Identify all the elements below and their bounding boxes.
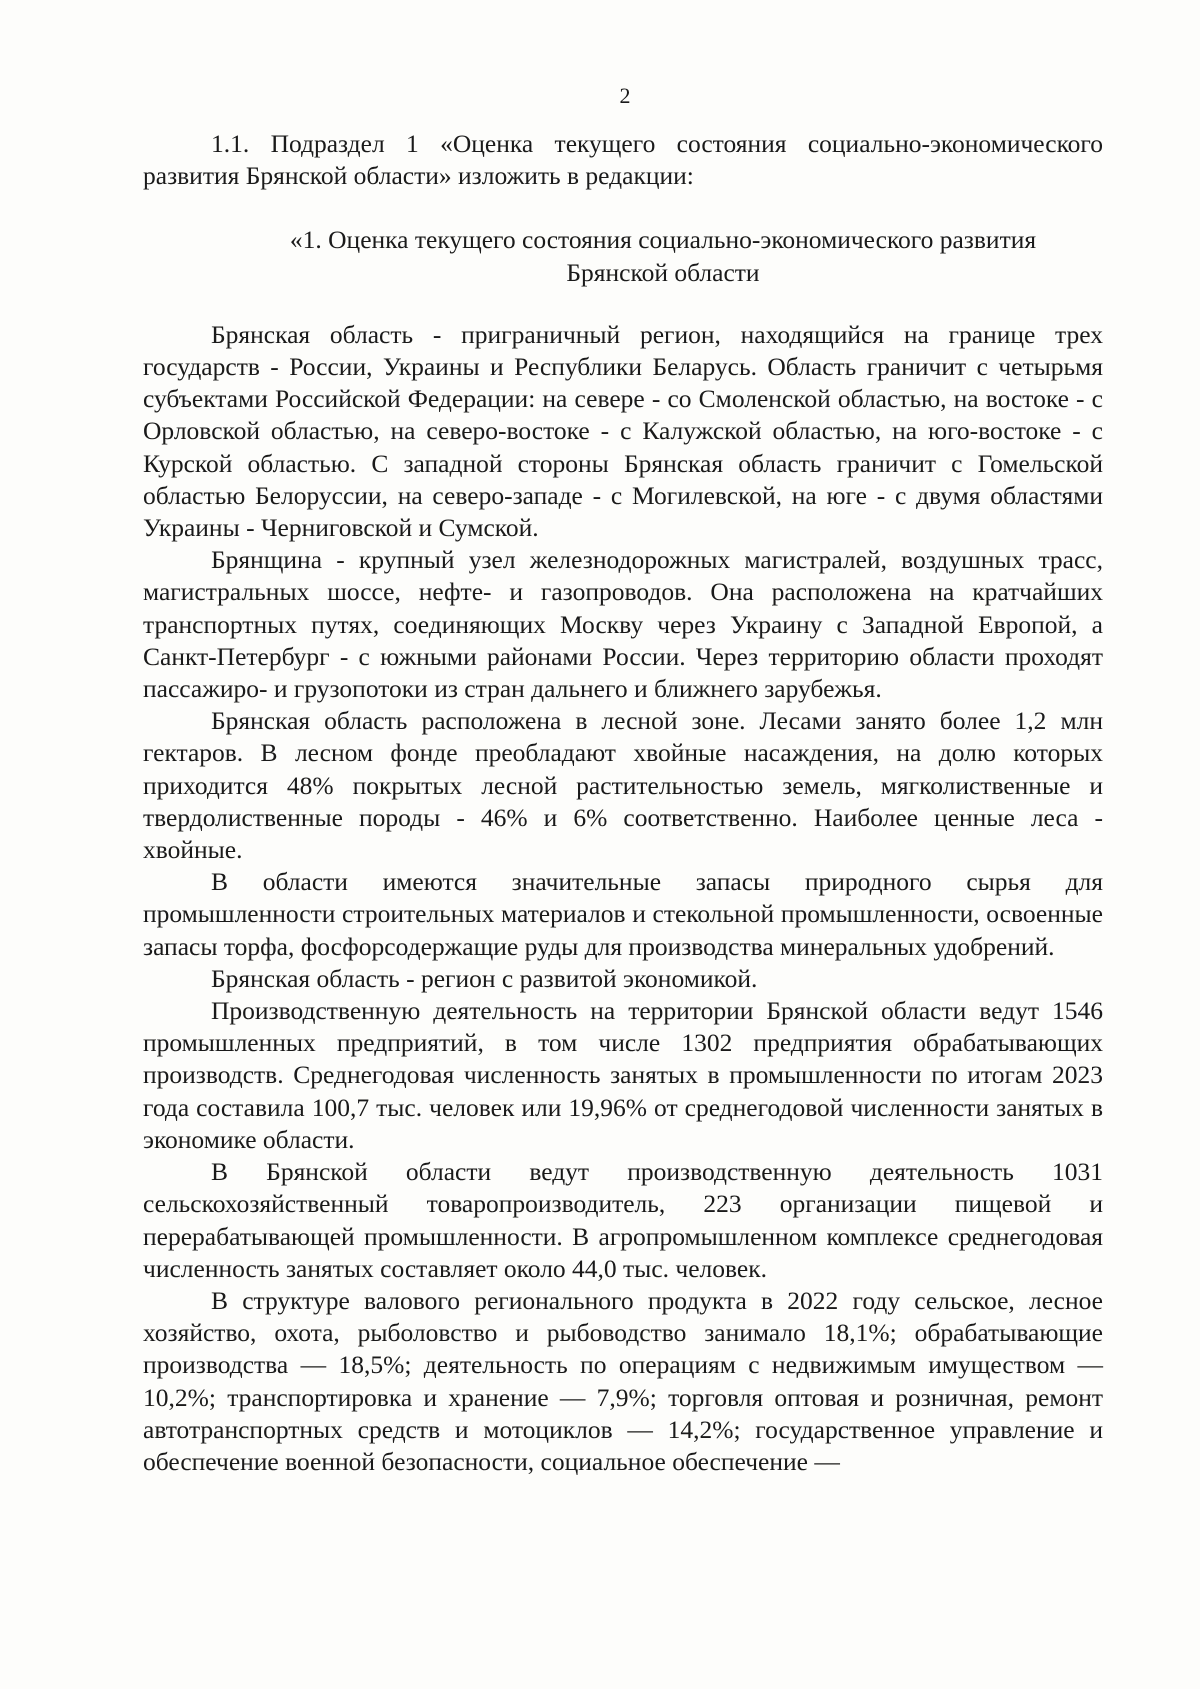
section-heading-line-1: «1. Оценка текущего состояния социально-экономического развития bbox=[289, 225, 1037, 255]
paragraph-agriculture: В Брянской области ведут производственную деятельность 1031 сельскохозяйственный товаропроизводитель, 223 организации пищевой и перерабатывающей промышленности. В агропромышленном комплексе среднегодовая численность занятых составляет около 44,0 тыс. человек. bbox=[143, 1157, 1103, 1283]
intro-paragraph: 1.1. Подраздел 1 «Оценка текущего состояния социально-экономического развития Брянской области» изложить в редакции: bbox=[143, 129, 1103, 191]
paragraph-forests: Брянская область расположена в лесной зоне. Лесами занято более 1,2 млн гектаров. В лесном фонде преобладают хвойные насаждения, на долю которых приходится 48% покрытых лесной растительностью земель, мягколиственные и твердолиственные породы - 46% и 6% соответственно. Наиболее ценные леса - хвойные. bbox=[143, 706, 1103, 865]
paragraph-resources: В области имеются значительные запасы природного сырья для промышленности строительных материалов и стекольной промышленности, освоенные запасы торфа, фосфорсодержащие руды для производства минеральных удобрений. bbox=[143, 867, 1103, 961]
paragraph-borders: Брянская область - приграничный регион, находящийся на границе трех государств - России, Украины и Республики Беларусь. Область граничит с четырьмя субъектами Российской Федерации: на севере - со Смоленской областью, на востоке - с Орловской областью, на северо-востоке - с Калужской областью, на юго-востоке - с Курской областью. С западной стороны Брянская область граничит с Гомельской областью Белоруссии, на северо-западе - с Могилевской, на юге - с двумя областями Украины - Черниговской и Сумской. bbox=[143, 319, 1103, 543]
page-number: 2 bbox=[619, 83, 631, 108]
paragraph-grp-structure: В структуре валового регионального продукта в 2022 году сельское, лесное хозяйство, охота, рыболовство и рыбоводство занимало 18,1%; обрабатывающие производства — 18,5%; деятельность по операциям с недвижимым имуществом — 10,2%; транспортировка и хранение — 7,9%; торговля оптовая и розничная, ремонт автотранспортных средств и мотоциклов — 14,2%; государственное управление и обеспечение военной безопасности, социальное обеспечение — bbox=[143, 1285, 1103, 1476]
document-body bbox=[143, 128, 1103, 1478]
paragraph-economy: Брянская область - регион с развитой экономикой. bbox=[211, 963, 758, 993]
section-heading-line-2: Брянской области bbox=[566, 257, 760, 287]
paragraph-industry: Производственную деятельность на территории Брянской области ведут 1546 промышленных предприятий, в том числе 1302 предприятия обрабатывающих производств. Среднегодовая численность занятых в промышленности по итогам 2023 года составила 100,7 тыс. человек или 19,96% от среднегодовой численности занятых в экономике области. bbox=[143, 996, 1103, 1154]
paragraph-transport: Брянщина - крупный узел железнодорожных магистралей, воздушных трасс, магистральных шоссе, нефте- и газопроводов. Она расположена на кратчайших транспортных путях, соединяющих Москву через Украину с Западной Европой, а Санкт-Петербург - с южными районами России. Через территорию области проходят пассажиро- и грузопотоки из стран дальнего и ближнего зарубежья. bbox=[143, 545, 1103, 704]
section-heading bbox=[143, 224, 1103, 288]
